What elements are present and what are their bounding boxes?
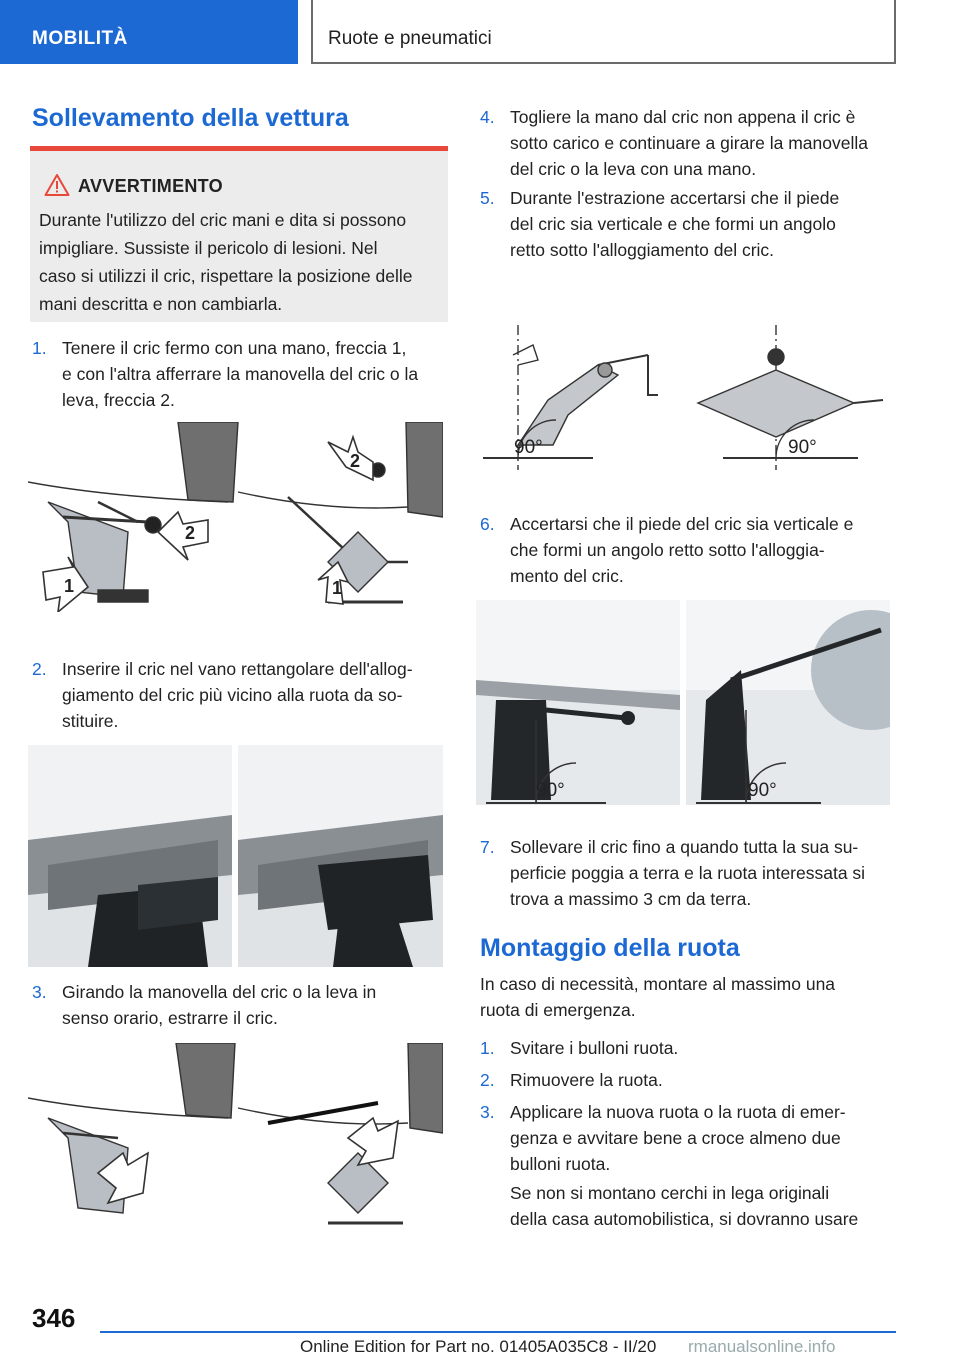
warning-line: Durante l'utilizzo del cric mani e dita si possono (39, 210, 407, 230)
step-line: Tenere il cric fermo con una mano, freccia 1, (62, 338, 407, 358)
footer-watermark: rmanualsonline.info (688, 1337, 836, 1356)
paragraph-line: ruota di emergenza. (480, 1000, 636, 1020)
step-number: 6. (480, 514, 495, 534)
step-line: Applicare la nuova ruota o la ruota di emer- (510, 1102, 846, 1122)
step-line: trova a massimo 3 cm da terra. (510, 889, 752, 909)
paragraph-line: In caso di necessità, montare al massimo una (480, 974, 836, 994)
warning-title: AVVERTIMENTO (78, 176, 223, 196)
step-line: sotto carico e continuare a girare la manovella (510, 133, 868, 153)
step-number: 3. (32, 982, 47, 1002)
angle-label: 90° (788, 437, 817, 458)
section-heading: Montaggio della ruota (480, 934, 740, 962)
warning-line: caso si utilizzi il cric, rispettare la posizione delle (39, 266, 413, 286)
step-number: 1. (32, 338, 47, 358)
step-line: giamento del cric più vicino alla ruota da so- (62, 685, 403, 705)
arrow-label-2: 2 (350, 451, 361, 471)
header-section-tab (0, 0, 298, 64)
jack-inserted-photo (238, 745, 443, 967)
header-chapter-tab (311, 0, 896, 64)
arrow-label-1: 1 (64, 576, 75, 596)
angle-label: 90° (536, 780, 565, 801)
step-line: che formi un angolo retto sotto l'alloggia- (510, 540, 825, 560)
step-line: Durante l'estrazione accertarsi che il piede (510, 188, 840, 208)
step-line: leva, freccia 2. (62, 390, 175, 410)
step-line: genza e avvitare bene a croce almeno due (510, 1128, 841, 1148)
step-number: 4. (480, 107, 495, 127)
paragraph-line: Se non si montano cerchi in lega originali (510, 1183, 830, 1203)
jack-vertical-photo (686, 600, 890, 805)
step-line: Rimuovere la ruota. (510, 1070, 663, 1090)
footer-edition: Online Edition for Part no. 01405A035C8 - II/20 (300, 1337, 657, 1356)
step-number: 3. (480, 1102, 495, 1122)
step-line: del cric sia verticale e che formi un angolo (510, 214, 836, 234)
step-line: retto sotto l'alloggiamento del cric. (510, 240, 775, 260)
step-line: del cric o la leva con una mano. (510, 159, 757, 179)
step-line: Girando la manovella del cric o la leva in (62, 982, 377, 1002)
step-line: Accertarsi che il piede del cric sia verticale e (510, 514, 854, 534)
step-number: 1. (480, 1038, 495, 1058)
step-number: 7. (480, 837, 495, 857)
arrow-label-1: 1 (332, 578, 343, 598)
step-line: Sollevare il cric fino a quando tutta la sua su- (510, 837, 859, 857)
step-number: 2. (480, 1070, 495, 1090)
note-paragraph (510, 1180, 910, 1232)
arrow-label-2: 2 (185, 523, 196, 543)
jack-mount-photo (28, 745, 232, 967)
warning-line: mani descritta e non cambiarla. (39, 294, 283, 314)
page-number: 346 (32, 1303, 76, 1333)
angle-label: 90° (748, 780, 777, 801)
header-section-label: MOBILITÀ (32, 28, 128, 49)
step-number: 5. (480, 188, 495, 208)
warning-triangle-icon (44, 173, 70, 197)
step-line: e con l'altra afferrare la manovella del cric o la (62, 364, 419, 384)
step-line: senso orario, estrarre il cric. (62, 1008, 278, 1028)
jack-hold-illustration (28, 422, 443, 612)
warning-box (30, 146, 448, 322)
intro-paragraph (480, 971, 900, 1023)
header-chapter-label: Ruote e pneumatici (328, 28, 492, 49)
angle-label: 90° (514, 437, 543, 458)
jack-vertical-photo (476, 600, 680, 805)
warning-line: impigliare. Sussiste il pericolo di lesioni. Nel (39, 238, 378, 258)
step-line: stituire. (62, 711, 119, 731)
step-line: bulloni ruota. (510, 1154, 611, 1174)
warning-text (39, 206, 444, 318)
paragraph-line: della casa automobilistica, si dovranno usare (510, 1209, 859, 1229)
step-line: Inserire il cric nel vano rettangolare dell'allog- (62, 659, 413, 679)
step-line: Togliere la mano dal cric non appena il cric è (510, 107, 856, 127)
step-number: 2. (32, 659, 47, 679)
step-line: mento del cric. (510, 566, 624, 586)
step-line: perficie poggia a terra e la ruota interessata si (510, 863, 866, 883)
step-line: Svitare i bulloni ruota. (510, 1038, 679, 1058)
footer-rule (100, 1331, 896, 1333)
jack-crank-illustration (28, 1043, 443, 1230)
section-heading: Sollevamento della vettura (32, 104, 349, 132)
right-angle-illustration (478, 315, 893, 475)
